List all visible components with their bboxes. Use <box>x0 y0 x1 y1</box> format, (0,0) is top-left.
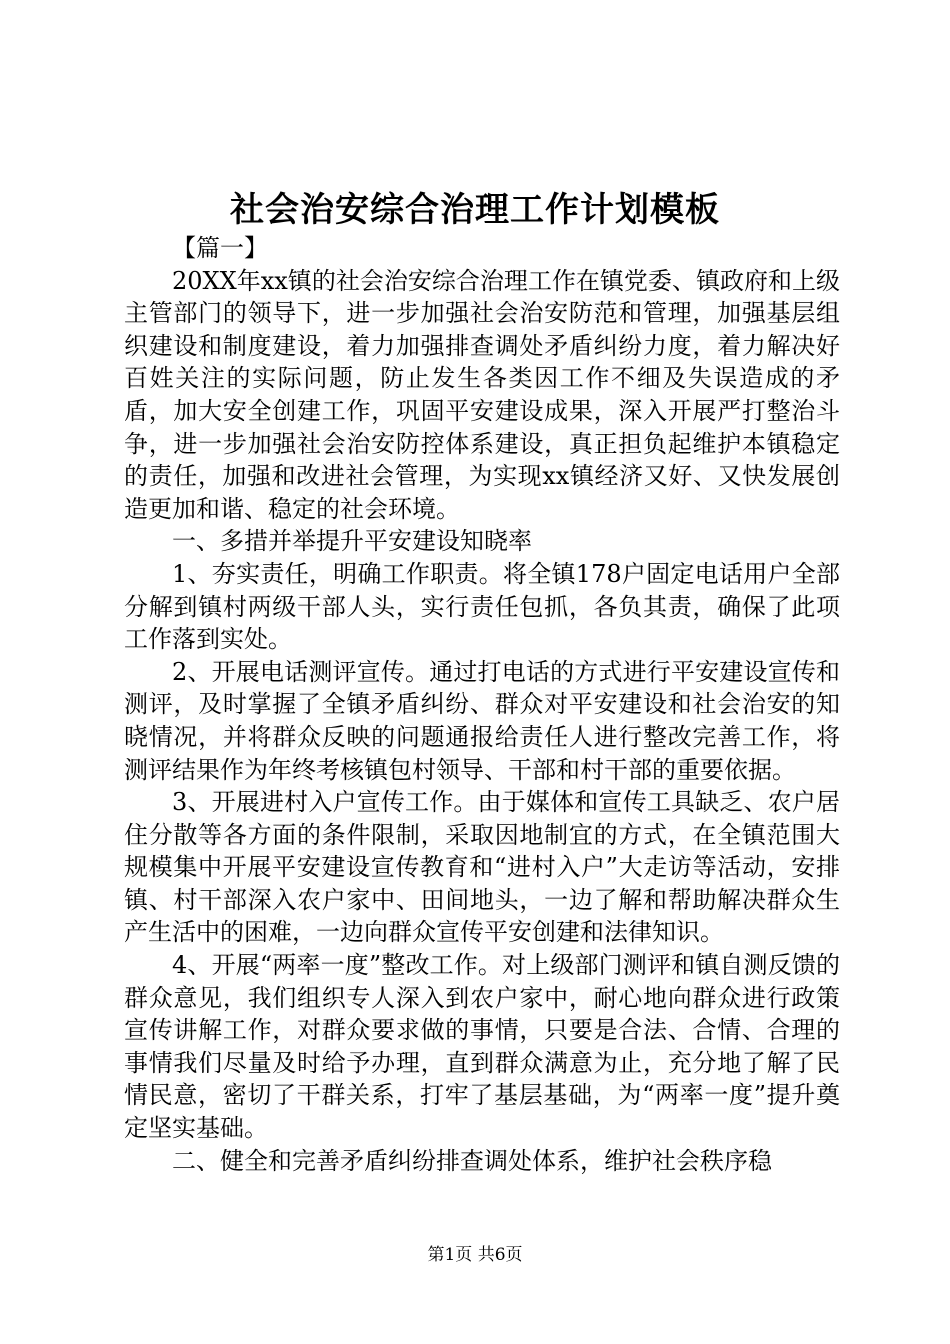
paragraph-item-4: 4、开展“两率一度”整改工作。对上级部门测评和镇自测反馈的群众意见，我们组织专人深入到农户家中，耐心地向群众进行政策宣传讲解工作，对群众要求做的事情，只要是合法、合情、合理的事情我们尽量及时给予办理，直到群众满意为止，充分地了解了民情民意，密切了干群关系，打牢了基层基础，为“两率一度”提升奠定坚实基础。 <box>124 951 840 1143</box>
paragraph-item-1: 1、夯实责任，明确工作职责。将全镇178户固定电话用户全部分解到镇村两级干部人头，实行责任包抓，各负其责，确保了此项工作落到实处。 <box>124 559 840 654</box>
section-heading-2: 二、健全和完善矛盾纠纷排查调处体系，维护社会秩序稳 <box>172 1146 772 1175</box>
section-label: 【篇一】 <box>172 234 268 262</box>
intro-paragraph: 20XX年xx镇的社会治安综合治理工作在镇党委、镇政府和上级主管部门的领导下，进一步加强社会治安防范和管理，加强基层组织建设和制度建设，着力加强排查调处矛盾纠纷力度，着力解决好百姓关注的实际问题，防止发生各类因工作不细及失误造成的矛盾，加大安全创建工作，巩固平安建设成果，深入开展严打整治斗争，进一步加强社会治安防控体系建设，真正担负起维护本镇稳定的责任，加强和改进社会管理，为实现xx镇经济又好、又快发展创造更加和谐、稳定的社会环境。 <box>124 266 840 523</box>
page-footer: 第1页 共6页 <box>427 1245 523 1265</box>
document-body <box>124 232 840 1177</box>
section-heading-1: 一、多措并举提升平安建设知晓率 <box>172 527 532 556</box>
paragraph-item-3: 3、开展进村入户宣传工作。由于媒体和宣传工具缺乏、农户居住分散等各方面的条件限制，采取因地制宜的方式，在全镇范围大规模集中开展平安建设宣传教育和“进村入户”大走访等活动，安排镇、村干部深入农户家中、田间地头，一边了解和帮助解决群众生产生活中的困难，一边向群众宣传平安创建和法律知识。 <box>124 788 840 947</box>
paragraph-item-2: 2、开展电话测评宣传。通过打电话的方式进行平安建设宣传和测评，及时掌握了全镇矛盾纠纷、群众对平安建设和社会治安的知晓情况，并将群众反映的问题通报给责任人进行整改完善工作，将测评结果作为年终考核镇包村领导、干部和村干部的重要依据。 <box>124 657 840 784</box>
document-title: 社会治安综合治理工作计划模板 <box>230 190 720 230</box>
